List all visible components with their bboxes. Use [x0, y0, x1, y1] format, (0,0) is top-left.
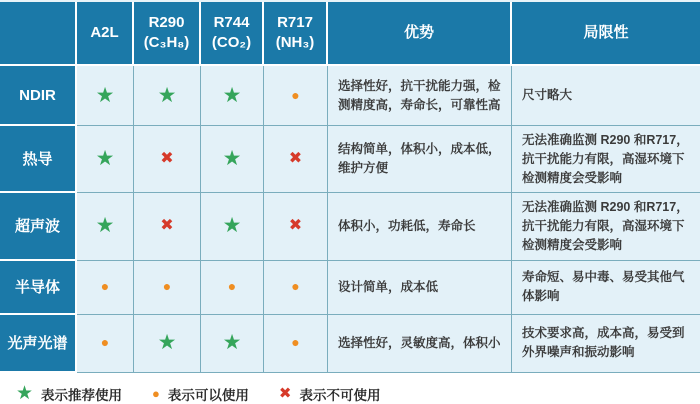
table-row-semiconductor [0, 261, 700, 315]
legend-item-usable [152, 384, 249, 404]
rating-cell [134, 193, 201, 260]
circle-usable-icon: ● [152, 386, 160, 401]
circle-usable-icon: ● [100, 334, 110, 350]
advantage-cell: 体积小，功耗低，寿命长 [328, 193, 512, 260]
circle-usable-icon: ● [291, 86, 300, 103]
row-label: 超声波 [0, 193, 77, 260]
corner-cell [0, 2, 77, 66]
circle-usable-icon: ● [100, 278, 110, 294]
rating-cell [134, 66, 201, 126]
star-recommended-icon: ★ [95, 83, 115, 107]
rating-cell [134, 315, 201, 373]
advantage-cell: 选择性好，抗干扰能力强，检测精度高，寿命长，可靠性高 [328, 66, 512, 126]
advantage-cell: 选择性好，灵敏度高，体积小 [328, 315, 512, 373]
legend-label: 表示可以使用 [167, 387, 249, 403]
cross-not-usable-icon: ✖ [160, 150, 174, 168]
rating-cell [264, 261, 328, 315]
advantage-cell: 结构简单，体积小，成本低，维护方便 [328, 126, 512, 193]
column-header-r744: R744 (CO₂) [201, 2, 264, 66]
rating-cell [264, 315, 328, 373]
limitation-cell: 尺寸略大 [512, 66, 700, 126]
rating-cell [201, 315, 264, 373]
star-recommended-icon: ★ [16, 383, 34, 404]
rating-cell [201, 261, 264, 315]
circle-usable-icon: ● [291, 334, 300, 350]
star-recommended-icon: ★ [222, 147, 242, 171]
rating-cell [134, 126, 201, 193]
table-row-ndir [0, 66, 700, 126]
star-recommended-icon: ★ [95, 147, 115, 171]
table-row-ultrasonic [0, 193, 700, 260]
circle-usable-icon: ● [227, 278, 237, 294]
limitation-cell: 寿命短、易中毒、易受其他气体影响 [512, 261, 700, 315]
star-recommended-icon: ★ [95, 214, 115, 238]
row-label: 热导 [0, 126, 77, 193]
rating-cell [201, 66, 264, 126]
table-row-photoacoustic [0, 315, 700, 373]
limitation-cell: 技术要求高，成本高，易受到外界噪声和振动影响 [512, 315, 700, 373]
rating-cell [77, 261, 134, 315]
rating-cell [77, 66, 134, 126]
rating-cell [77, 126, 134, 193]
column-header-r717: R717 (NH₃) [264, 2, 328, 66]
star-recommended-icon: ★ [222, 83, 242, 107]
rating-cell [77, 193, 134, 260]
cross-not-usable-icon: ✖ [288, 217, 303, 235]
rating-cell [264, 66, 328, 126]
column-header-advantages: 优势 [328, 2, 512, 66]
rating-cell [134, 261, 201, 315]
cross-not-usable-icon: ✖ [278, 385, 292, 402]
star-recommended-icon: ★ [157, 331, 177, 354]
legend-label: 表示推荐使用 [41, 387, 123, 403]
star-recommended-icon: ★ [222, 331, 242, 354]
limitation-cell: 无法准确监测 R290 和R717，抗干扰能力有限，高湿环境下检测精度会受影响 [512, 126, 700, 193]
advantage-cell: 设计简单，成本低 [328, 261, 512, 315]
header-row [0, 2, 700, 66]
limitation-cell: 无法准确监测 R290 和R717，抗干扰能力有限，高湿环境下检测精度会受影响 [512, 193, 700, 260]
rating-cell [264, 126, 328, 193]
star-recommended-icon: ★ [157, 83, 177, 107]
row-label: 半导体 [0, 261, 77, 315]
column-header-limitations: 局限性 [512, 2, 700, 66]
legend-label: 表示不可使用 [299, 387, 381, 403]
column-header-a2l: A2L [77, 2, 134, 66]
circle-usable-icon: ● [162, 278, 172, 294]
circle-usable-icon: ● [291, 278, 300, 294]
legend-item-not-usable [279, 384, 381, 404]
rating-cell [201, 193, 264, 260]
rating-cell [264, 193, 328, 260]
table-row-thermal [0, 126, 700, 193]
legend [0, 373, 700, 404]
star-recommended-icon: ★ [222, 214, 242, 238]
rating-cell [77, 315, 134, 373]
legend-item-recommended [16, 384, 122, 404]
row-label: NDIR [0, 66, 77, 126]
row-label: 光声光谱 [0, 315, 77, 373]
column-header-r290: R290 (C₃H₈) [134, 2, 201, 66]
cross-not-usable-icon: ✖ [288, 150, 303, 168]
cross-not-usable-icon: ✖ [160, 217, 174, 235]
rating-cell [201, 126, 264, 193]
